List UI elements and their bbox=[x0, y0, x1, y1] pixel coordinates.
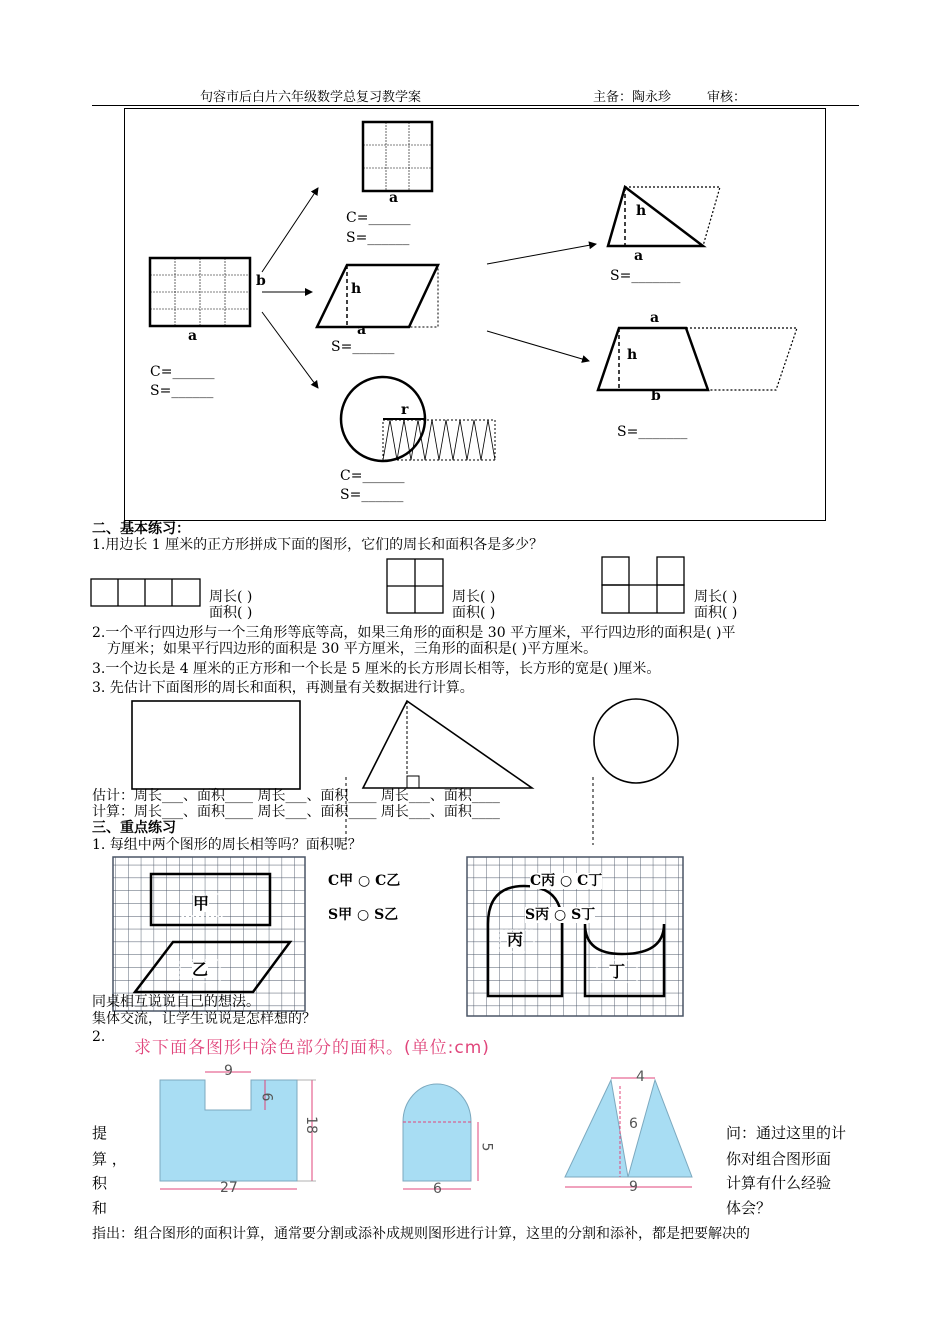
label-yi: 乙 bbox=[192, 960, 209, 979]
triangle-shape bbox=[608, 187, 720, 246]
dim-6-height: 6 bbox=[629, 1116, 638, 1132]
section2-q3: 3.一个边长是 4 厘米的正方形和一个长是 5 厘米的长方形周长相等，长方形的宽是( )厘米。 bbox=[92, 661, 661, 677]
right-text-3: 计算有什么经验 bbox=[726, 1174, 832, 1192]
trap-a-label: a bbox=[650, 310, 660, 326]
label-bing: 丙 bbox=[507, 930, 524, 949]
discuss-pairs: 同桌相互说说自己的想法。 bbox=[92, 994, 260, 1010]
compare-c-bing-ding: C丙 ○ C丁 bbox=[530, 873, 603, 889]
para-h-label: h bbox=[351, 281, 362, 297]
section3-q2: 2. bbox=[92, 1029, 106, 1045]
discuss-class: 集体交流，让学生说说是怎样想的？ bbox=[92, 1011, 316, 1027]
estimate-row: 估计：周长___、面积____ 周长___、面积____ 周长___、面积____ bbox=[92, 788, 500, 804]
section2-q2-line2: 方厘米；如果平行四边形的面积是 30 平方厘米，三角形的面积是( )平方厘米。 bbox=[107, 641, 598, 657]
para-s-formula: S=______ bbox=[331, 339, 395, 355]
para-a-label: a bbox=[357, 322, 367, 338]
left-text-3: 积 bbox=[92, 1174, 108, 1192]
header-reviewer: 审核： bbox=[707, 90, 747, 105]
header-preparer: 主备：陶永珍 bbox=[593, 90, 672, 105]
trap-h-label: h bbox=[627, 347, 638, 363]
square-a-label: a bbox=[389, 190, 399, 206]
right-text-1: 问：通过这里的计 bbox=[726, 1124, 847, 1142]
square-shape bbox=[363, 122, 432, 191]
rect-a-label: a bbox=[188, 328, 198, 344]
shaded-area-title: 求下面各图形中涂色部分的面积。(单位:cm) bbox=[134, 1038, 490, 1058]
dim-5: 5 bbox=[478, 1142, 495, 1152]
dim-27: 27 bbox=[220, 1180, 238, 1196]
tri-s-formula: S=_______ bbox=[610, 268, 681, 284]
right-text-2: 你对组合图形面 bbox=[726, 1150, 832, 1168]
square-s-formula: S=______ bbox=[346, 230, 410, 246]
tri-h-label: h bbox=[636, 203, 647, 219]
fig2-area: 面积( ) bbox=[452, 605, 496, 621]
conclusion-text: 指出：组合图形的面积计算，通常要分割或添补成规则图形进行计算，这里的分割和添补，都是把要解决的 bbox=[92, 1226, 750, 1242]
fig2-perimeter: 周长( ) bbox=[452, 589, 496, 605]
circle-s-formula: S=______ bbox=[340, 487, 404, 503]
section3-q1: 1. 每组中两个图形的周长相等吗？面积呢？ bbox=[92, 837, 362, 853]
compare-s-bing-ding: S丙 ○ S丁 bbox=[525, 907, 596, 923]
circle-c-formula: C=______ bbox=[340, 468, 405, 484]
label-jia: 甲 bbox=[193, 894, 210, 913]
compare-c-jia-yi: C甲 ○ C乙 bbox=[328, 873, 401, 889]
fig1-perimeter: 周长( ) bbox=[209, 589, 253, 605]
section2-q1: 1.用边长 1 厘米的正方形拼成下面的图形，它们的周长和面积各是多少？ bbox=[92, 537, 544, 553]
rect-b-label: b bbox=[256, 273, 266, 289]
circle-shape bbox=[341, 377, 495, 461]
dim-9-top: 9 bbox=[224, 1063, 233, 1079]
dim-4: 4 bbox=[636, 1069, 645, 1085]
section3-heading: 三、重点练习 bbox=[92, 820, 176, 836]
rect-s-formula: S=______ bbox=[150, 383, 214, 399]
left-text-4: 和 bbox=[92, 1199, 108, 1217]
rect-c-formula: C=______ bbox=[150, 364, 215, 380]
compare-s-jia-yi: S甲 ○ S乙 bbox=[328, 907, 399, 923]
label-ding: 丁 bbox=[609, 962, 626, 981]
compute-row: 计算：周长___、面积____ 周长___、面积____ 周长___、面积____ bbox=[92, 804, 500, 820]
left-text-1: 提 bbox=[92, 1124, 108, 1142]
square-c-formula: C=______ bbox=[346, 210, 411, 226]
parallelogram-shape bbox=[317, 265, 438, 327]
dim-18: 18 bbox=[302, 1116, 319, 1134]
fig3-area: 面积( ) bbox=[694, 605, 738, 621]
fig3-perimeter: 周长( ) bbox=[694, 589, 738, 605]
right-text-4: 体会？ bbox=[726, 1199, 772, 1217]
dim-6-base: 6 bbox=[433, 1181, 442, 1197]
trap-s-formula: S=_______ bbox=[617, 424, 688, 440]
formula-diagram bbox=[0, 0, 950, 560]
trap-b-label: b bbox=[651, 388, 661, 404]
section2-q2-line1: 2.一个平行四边形与一个三角形等底等高，如果三角形的面积是 30 平方厘米，平行四边形的面积是( )平 bbox=[92, 625, 736, 641]
fig1-area: 面积( ) bbox=[209, 605, 253, 621]
rectangle-shape bbox=[150, 258, 250, 326]
section2-heading: 二、基本练习： bbox=[92, 521, 190, 537]
dim-9-base: 9 bbox=[629, 1179, 638, 1195]
section2-q3b: 3. 先估计下面图形的周长和面积，再测量有关数据进行计算。 bbox=[92, 680, 474, 696]
tri-a-label: a bbox=[634, 248, 644, 264]
circle-r-label: r bbox=[401, 402, 409, 418]
header-title: 句容市后白片六年级数学总复习教学案 bbox=[200, 90, 422, 105]
dim-6-notch: 6 bbox=[258, 1092, 275, 1102]
left-text-2: 算 ， bbox=[92, 1150, 127, 1168]
